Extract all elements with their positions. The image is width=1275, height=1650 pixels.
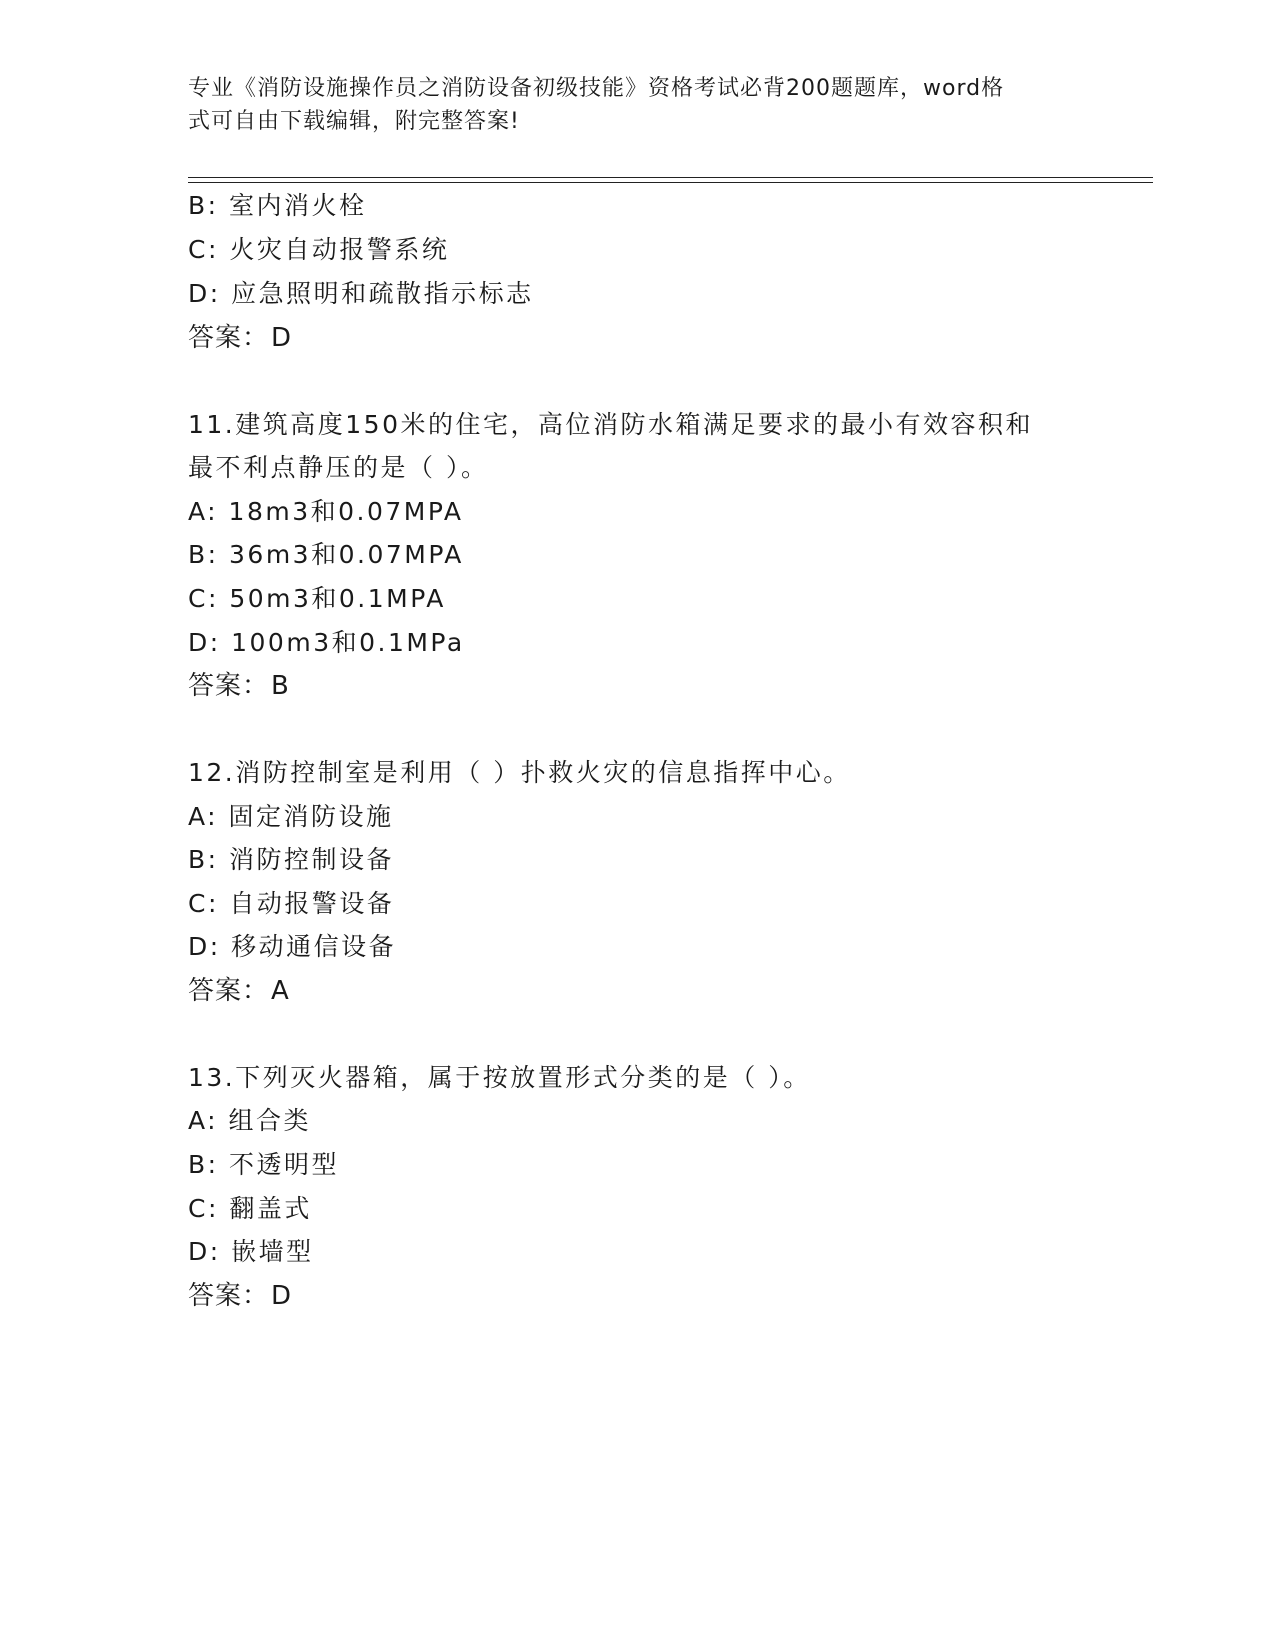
answer-value: B [271,671,290,701]
q11-option-c: C: 50m3和0.1MPA [188,584,446,613]
header-rule-bottom [188,182,1153,183]
q10-option-b: B: 室内消火栓 [188,191,367,220]
q10-option-d: D: 应急照明和疏散指示标志 [188,279,534,308]
q11-option-b: B: 36m3和0.07MPA [188,540,464,569]
q10-answer [188,323,292,353]
q11-answer [188,671,290,701]
q11-option-d: D: 100m3和0.1MPa [188,628,465,657]
answer-label: 答案： [188,976,270,1006]
header-rule-top [188,177,1153,178]
q13-answer [188,1281,292,1311]
header-line-2: 式可自由下载编辑，附完整答案! [188,109,520,134]
q10-option-c: C: 火灾自动报警系统 [188,235,450,264]
q13-option-d: D: 嵌墙型 [188,1237,314,1266]
q12-stem-line-1: 12.消防控制室是利用（ ）扑救火灾的信息指挥中心。 [188,758,851,787]
q13-stem-line-1: 13.下列灭火器箱，属于按放置形式分类的是（ ）。 [188,1063,811,1092]
answer-value: D [271,323,293,353]
answer-value: A [271,976,290,1006]
q12-answer [188,976,290,1006]
q13-option-a: A: 组合类 [188,1106,312,1135]
q12-option-d: D: 移动通信设备 [188,932,397,961]
q11-stem-line-1: 11.建筑高度150米的住宅，高位消防水箱满足要求的最小有效容积和 [188,410,1033,439]
q11-stem-line-2: 最不利点静压的是（ ）。 [188,453,489,482]
q13-option-c: C: 翻盖式 [188,1194,312,1223]
q12-option-a: A: 固定消防设施 [188,802,394,831]
answer-label: 答案： [188,1281,270,1311]
answer-value: D [271,1281,293,1311]
header-line-1: 专业《消防设施操作员之消防设备初级技能》资格考试必背200题题库，word格 [188,76,1005,101]
answer-label: 答案： [188,671,270,701]
q13-option-b: B: 不透明型 [188,1150,340,1179]
answer-label: 答案： [188,323,270,353]
q12-option-c: C: 自动报警设备 [188,889,395,918]
q11-option-a: A: 18m3和0.07MPA [188,497,464,526]
q12-option-b: B: 消防控制设备 [188,845,395,874]
document-header [188,72,1068,138]
